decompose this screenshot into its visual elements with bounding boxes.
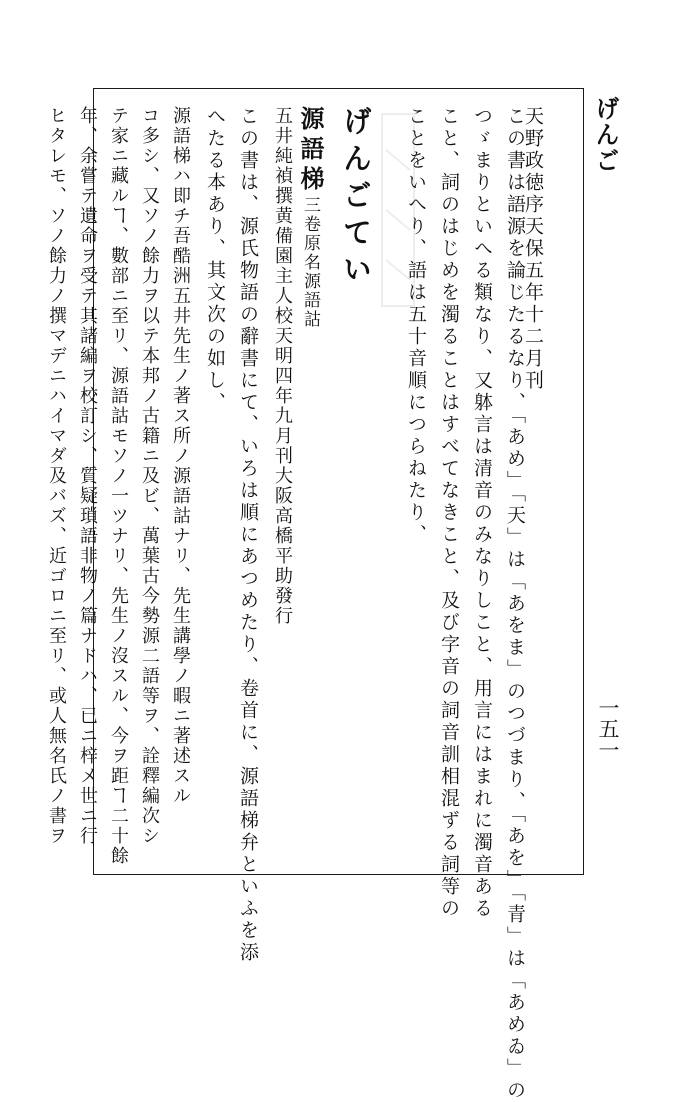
- entry-publication: 天明四年九月刊大阪高橋平助發行: [272, 326, 293, 626]
- preface-line-3: こと、詞のはじめを濁ることはすべてなきこと、及び字音の詞音訓相混ずる詞等の: [438, 106, 460, 920]
- quote-line-4: 年、余嘗テ遺命ヲ受テ其諸編ヲ校訂シ、質疑瑣語非物ノ篇ナドハ、已ニ梓メ世ニ行: [77, 106, 98, 846]
- quote-line-3: テ家ニ藏ルヿ、數部ニ至リ、源語詁モソノ一ツナリ、先生ノ沒スル、今ヲ距ヿ二十餘: [108, 106, 129, 866]
- running-title: げんご: [591, 96, 620, 174]
- entry-volumes: 三卷原名源語詁: [300, 196, 320, 329]
- page-number: 一五一: [596, 697, 620, 760]
- entry-credits-column: [266, 106, 298, 866]
- entry-author: 五井純禎撰: [272, 106, 293, 206]
- entry-description-line-2: へたる本あり、其文次の如し、: [204, 106, 226, 414]
- quote-line-5: ヒタレモ、ソノ餘力ノ撰マデニハイマダ及バズ、近ゴロニ至リ、或人無名氏ノ書ヲ: [46, 106, 67, 846]
- preface-line-1: この書は語源を論じたるなり、「あめ」「天」は「あをま」のつづまり、「あを」「青」は「あめゐ」の: [504, 106, 526, 1102]
- entry-description-line-1: この書は、源氏物語の辭書にて、いろは順にあつめたり、卷首に、源語梯弁といふを添: [237, 106, 259, 964]
- entry-collator: 黄備園主人校: [272, 206, 293, 326]
- preface-line-2: つゞまりといへる類なり、又躰言は清音のみなりしこと、用言にはまれに濁音ある: [471, 106, 493, 920]
- preface-author: 天野政徳序天保五年十二月刊: [522, 106, 544, 392]
- preface-line-4: ことをいへり、語は五十音順につらねたり、: [405, 106, 427, 546]
- entry-meta-column: [298, 106, 330, 866]
- entry-title: 源語梯: [296, 106, 325, 196]
- quote-line-2: コ多シ、又ソノ餘力ヲ以テ本邦ノ古籍ニ及ビ、萬葉古今勢源二語等ヲ、詮釋編次シ: [139, 106, 160, 846]
- quote-line-1: 源語梯ハ即チ吾酷洲五井先生ノ著ス所ノ源語詁ナリ、先生講學ノ暇ニ著述スル: [170, 106, 191, 806]
- preface-author-line: [522, 106, 568, 866]
- entry-heading: げんごてい: [339, 106, 373, 291]
